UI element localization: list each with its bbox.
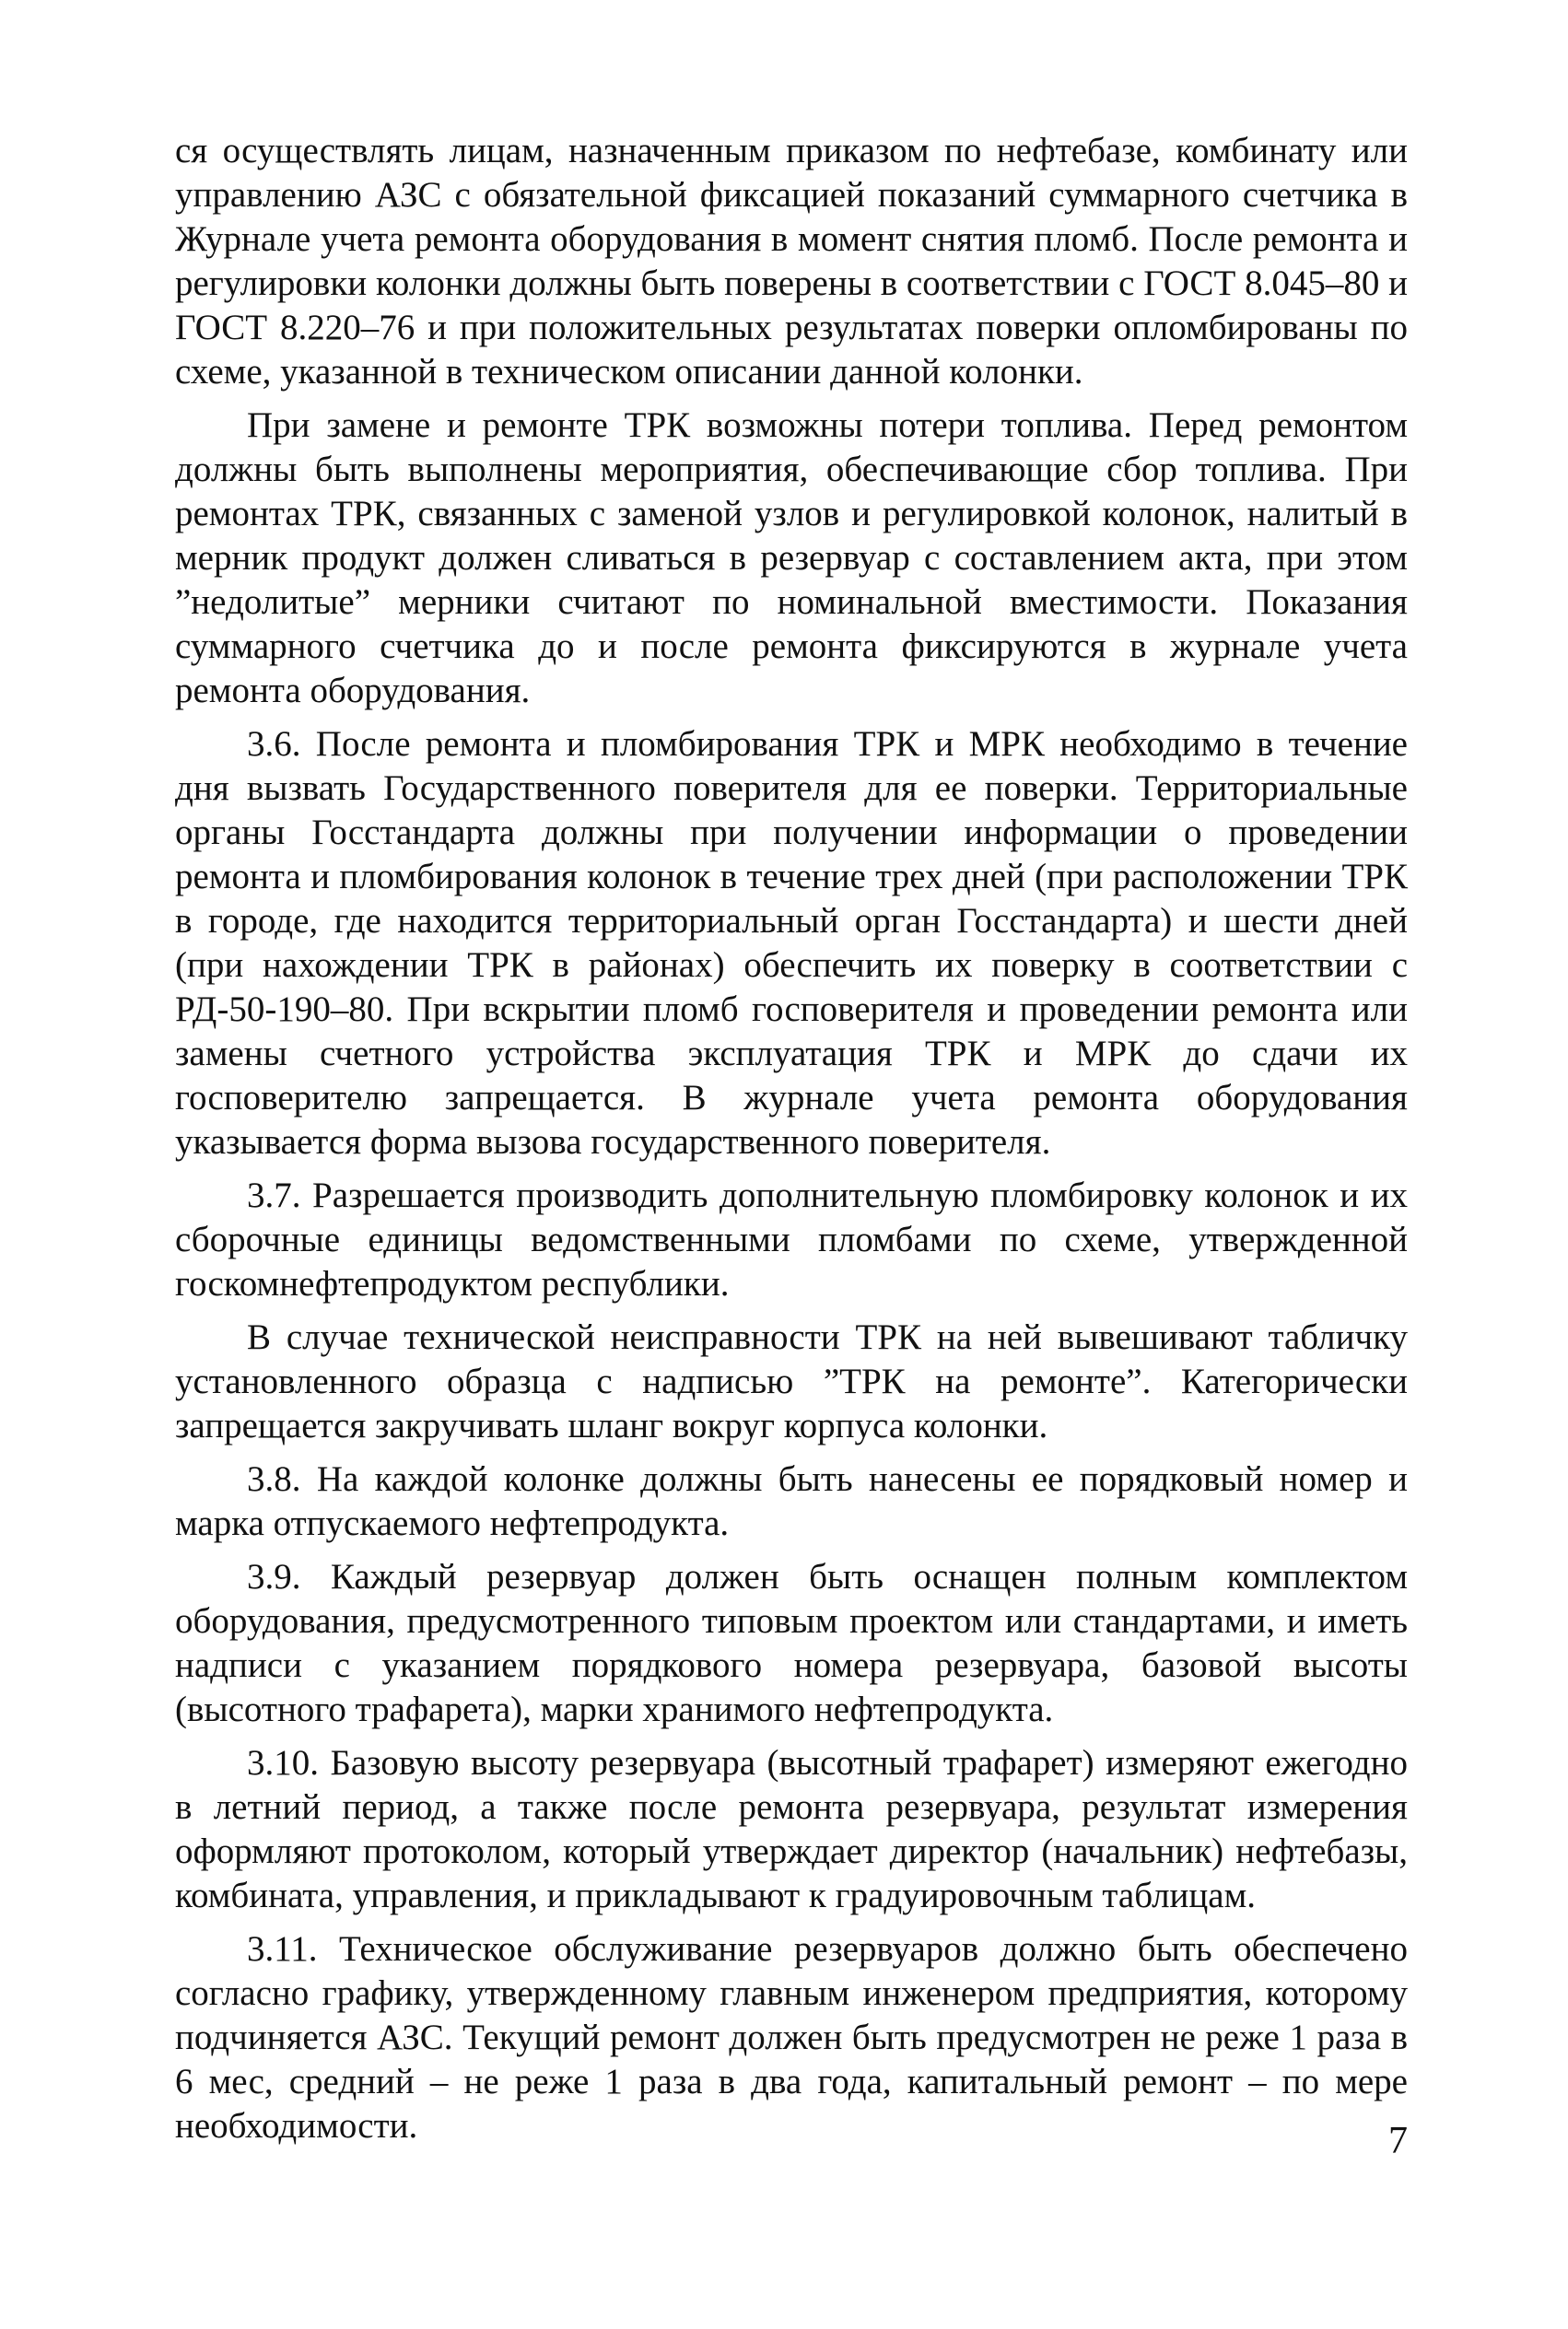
paragraph-3-6: 3.6. После ремонта и пломбирования ТРК и МРК необходимо в течение дня вызвать Государственного поверителя для ее поверки. Территориальные органы Госстандарта должны при получении информации о проведении ремонта и пломбирования колонок в течение трех дней (при расположении ТРК в городе, где находится территориальный орган Госстандарта) и шести дней (при нахождении ТРК в районах) обеспечить их поверку в соответствии с РД-50-190–80. При вскрытии пломб госповерителя и проведении ремонта или замены счетного устройства эксплуатация ТРК и МРК до сдачи их госповерителю запрещается. В журнале учета ремонта оборудования указывается форма вызова государственного поверителя. [175,724,1408,1162]
paragraph-3-9: 3.9. Каждый резервуар должен быть оснащен полным комплектом оборудования, предусмотренного типовым проектом или стандартами, и иметь надписи с указанием порядкового номера резервуара, базовой высоты (высотного трафарета), марки хранимого нефтепродукта. [175,1557,1408,1729]
page-number: 7 [1388,2120,1408,2162]
paragraph-continuation: ся осуществлять лицам, назначенным приказом по нефтебазе, комбинату или управлению АЗС с обязательной фиксацией показаний суммарного счетчика в Журнале учета ремонта оборудования в момент снятия пломб. После ремонта и регулировки колонки должны быть поверены в соответствии с ГОСТ 8.045–80 и ГОСТ 8.220–76 и при положительных результатах поверки опломбированы по схеме, указанной в техническом описании данной колонки. [175,131,1408,392]
paragraph-3-10: 3.10. Базовую высоту резервуара (высотный трафарет) измеряют ежегодно в летний период, а также после ремонта резервуара, результат измерения оформляют протоколом, который утверждает директор (начальник) нефтебазы, комбината, управления, и прикладывают к градуировочным таблицам. [175,1743,1408,1915]
paragraph-3-8: 3.8. На каждой колонке должны быть нанесены ее порядковый номер и марка отпускаемого нефтепродукта. [175,1459,1408,1543]
paragraph-3-7: 3.7. Разрешается производить дополнительную пломбировку колонок и их сборочные единицы ведомственными пломбами по схеме, утвержденной госкомнефтепродуктом республики. [175,1176,1408,1304]
document-page [175,129,1408,2158]
paragraph-malfunction: В случае технической неисправности ТРК на ней вывешивают табличку установленного образца с надписью ”ТРК на ремонте”. Категорически запрещается закручивать шланг вокруг корпуса колонки. [175,1317,1408,1445]
paragraph-trk-replacement: При замене и ремонте ТРК возможны потери топлива. Перед ремонтом должны быть выполнены мероприятия, обеспечивающие сбор топлива. При ремонтах ТРК, связанных с заменой узлов и регулировкой колонок, налитый в мерник продукт должен сливаться в резервуар с составлением акта, при этом ”недолитые” мерники считают по номинальной вместимости. Показания суммарного счетчика до и после ремонта фиксируются в журнале учета ремонта оборудования. [175,405,1408,710]
paragraph-3-11: 3.11. Техническое обслуживание резервуаров должно быть обеспечено согласно графику, утвержденному главным инженером предприятия, которому подчиняется АЗС. Текущий ремонт должен быть предусмотрен не реже 1 раза в 6 мес, средний – не реже 1 раза в два года, капитальный ремонт – по мере необходимости. [175,1929,1408,2146]
